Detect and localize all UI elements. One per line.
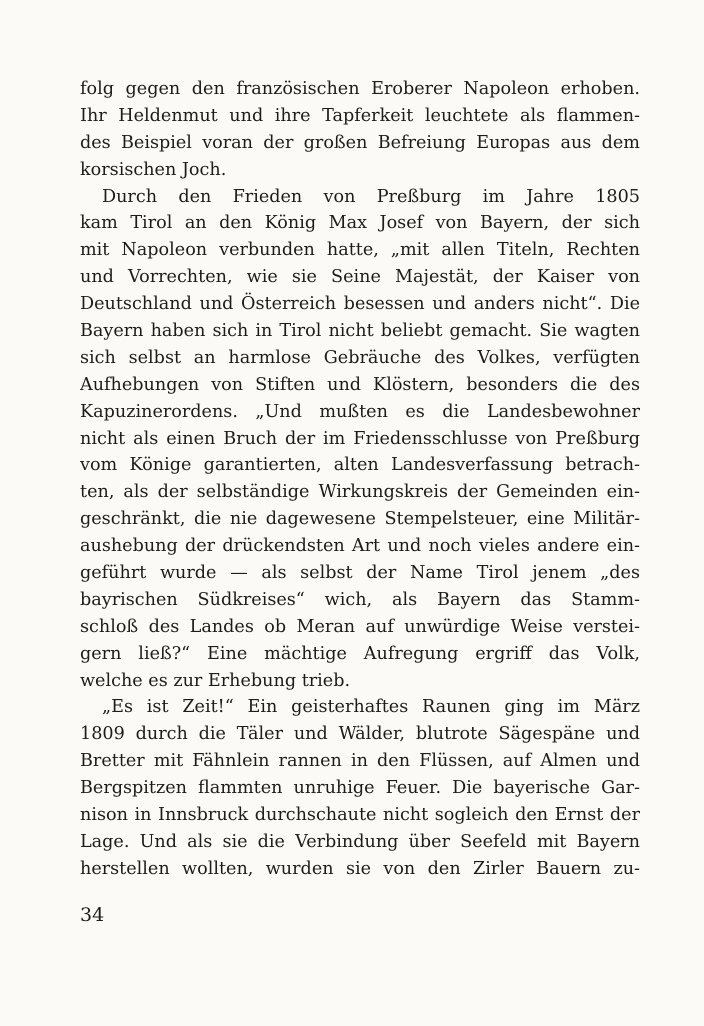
text-line: aushebung der drückendsten Art und noch vieles andere ein- (80, 536, 640, 557)
text-line: und Vorrechten, wie sie Seine Majestät, der Kaiser von (80, 267, 640, 288)
text-line: Aufhebungen von Stiften und Klöstern, besonders die des (80, 374, 640, 395)
text-line: Bretter mit Fähnlein rannen in den Flüssen, auf Almen und (80, 751, 640, 772)
text-line: Kapuzinerordens. „Und mußten es die Landesbewohner (80, 401, 640, 422)
text-line: nison in Innsbruck durchschaute nicht sogleich den Ernst der (80, 805, 640, 826)
text-line: Bergspitzen flammten unruhige Feuer. Die bayerische Gar- (80, 778, 640, 799)
text-line: herstellen wollten, wurden sie von den Zirler Bauern zu- (80, 858, 640, 879)
text-line: 1809 durch die Täler und Wälder, blutrote Sägespäne und (80, 724, 640, 745)
text-line: Bayern haben sich in Tirol nicht beliebt gemacht. Sie wagten (80, 321, 640, 342)
text-line: folg gegen den französischen Eroberer Napoleon erhoben. (80, 79, 640, 99)
text-line: korsischen Joch. (80, 159, 227, 180)
text-line: nicht als einen Bruch der im Friedensschlusse von Preßburg (80, 428, 640, 449)
text-line: vom Könige garantierten, alten Landesverfassung betrach- (80, 455, 640, 476)
text-line: „Es ist Zeit!“ Ein geisterhaftes Raunen ging im März (102, 697, 640, 718)
text-line: gern ließ?“ Eine mächtige Aufregung ergriff das Volk, (80, 643, 640, 664)
text-line: geführt wurde — als selbst der Name Tirol jenem „des (80, 563, 640, 584)
text-line: welche es zur Erhebung trieb. (80, 670, 351, 691)
text-line: Durch den Frieden von Preßburg im Jahre 1805 (102, 186, 640, 207)
text-line: bayrischen Südkreises“ wich, als Bayern das Stamm- (80, 589, 640, 610)
body-text (80, 76, 640, 883)
text-line: Ihr Heldenmut und ihre Tapferkeit leuchtete als flammen- (80, 105, 640, 126)
text-line: kam Tirol an den König Max Josef von Bayern, der sich (80, 213, 640, 234)
text-line: schloß des Landes ob Meran auf unwürdige Weise verstei- (80, 616, 640, 637)
text-line: sich selbst an harmlose Gebräuche des Volkes, verfügten (80, 347, 640, 368)
text-line: Lage. Und als sie die Verbindung über Seefeld mit Bayern (80, 831, 640, 852)
text-line: des Beispiel voran der großen Befreiung Europas aus dem (80, 132, 640, 153)
text-line: Deutschland und Österreich besessen und anders nicht“. Die (80, 294, 640, 315)
text-line: mit Napoleon verbunden hatte, „mit allen Titeln, Rechten (80, 240, 640, 261)
text-line: geschränkt, die nie dagewesene Stempelsteuer, eine Militär- (80, 509, 640, 530)
page-number: 34 (80, 904, 105, 926)
text-line: ten, als der selbständige Wirkungskreis der Gemeinden ein- (80, 482, 640, 503)
